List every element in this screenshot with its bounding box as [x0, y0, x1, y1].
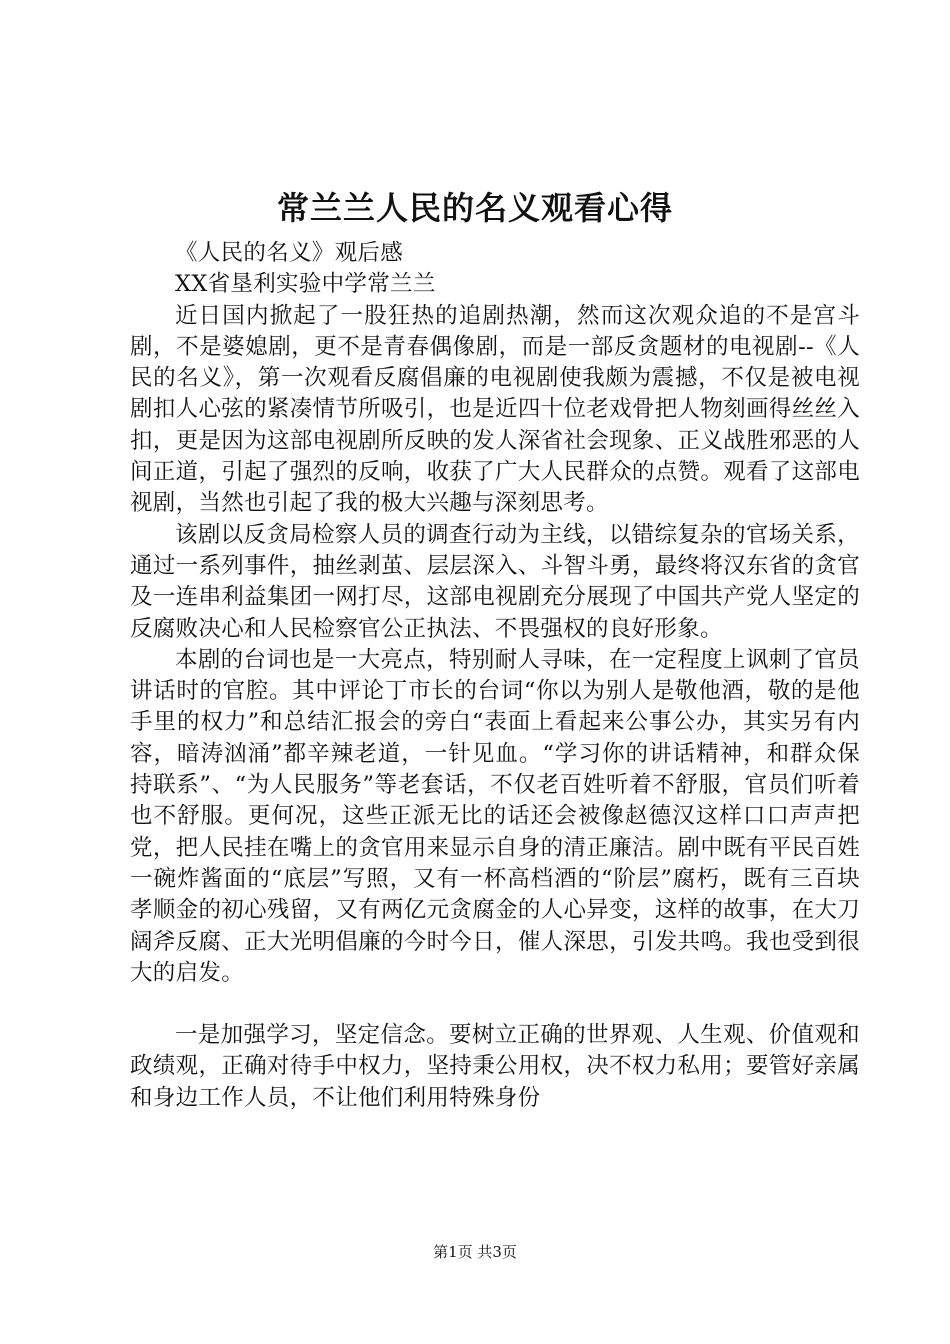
paragraph-3: 本剧的台词也是一大亮点，特别耐人寻味，在一定程度上讽刺了官员讲话时的官腔。其中评论丁市长的台词“你以为别人是敬他酒，敬的是他手里的权力”和总结汇报会的旁白“表面上看起来公事公办，其实另有内容，暗涛汹涌”都辛辣老道，一针见血。“学习你的讲话精神，和群众保持联系”、“为人民服务”等老套话，不仅老百姓听着不舒服，官员们听着也不舒服。更何况，这些正派无比的话还会被像赵德汉这样口口声声把党，把人民挂在嘴上的贪官用来显示自身的清正廉洁。剧中既有平民百姓一碗炸酱面的“底层”写照，又有一杯高档酒的“阶层”腐朽，既有三百块孝顺金的初心残留，又有两亿元贪腐金的人心异变，这样的故事，在大刀阔斧反腐、正大光明倡廉的今时今日，催人深思，引发共鸣。我也受到很大的启发。 [130, 646, 860, 986]
subtitle: 《人民的名义》观后感 [175, 240, 404, 266]
paragraph-2: 该剧以反贪局检察人员的调查行动为主线，以错综复杂的官场关系，通过一系列事件，抽丝剥茧、层层深入、斗智斗勇，最终将汉东省的贪官及一连串利益集团一网打尽，这部电视剧充分展现了中国共产党人坚定的反腐败决心和人民检察官公正执法、不畏强权的良好形象。 [130, 521, 860, 642]
paragraph-1: 近日国内掀起了一股狂热的追剧热潮，然而这次观众追的不是宫斗剧，不是婆媳剧，更不是青春偶像剧，而是一部反贪题材的电视剧--《人民的名义》，第一次观看反腐倡廉的电视剧使我颇为震撼，不仅是被电视剧扣人心弦的紧凑情节所吸引，也是近四十位老戏骨把人物刻画得丝丝入扣，更是因为这部电视剧所反映的发人深省社会现象、正义战胜邪恶的人间正道，引起了强烈的反响，收获了广大人民群众的点赞。观看了这部电视剧，当然也引起了我的极大兴趣与深刻思考。 [130, 302, 860, 517]
page-footer: 第1页 共3页 [433, 1243, 517, 1261]
document-title: 常兰兰人民的名义观看心得 [276, 189, 673, 227]
document-body [130, 238, 860, 1114]
author-line: XX省垦利实验中学常兰兰 [175, 271, 436, 298]
paragraph-4: 一是加强学习，坚定信念。要树立正确的世界观、人生观、价值观和政绩观，正确对待手中权力，坚持秉公用权，决不权力私用；要管好亲属和身边工作人员，不让他们利用特殊身份 [130, 1022, 860, 1111]
